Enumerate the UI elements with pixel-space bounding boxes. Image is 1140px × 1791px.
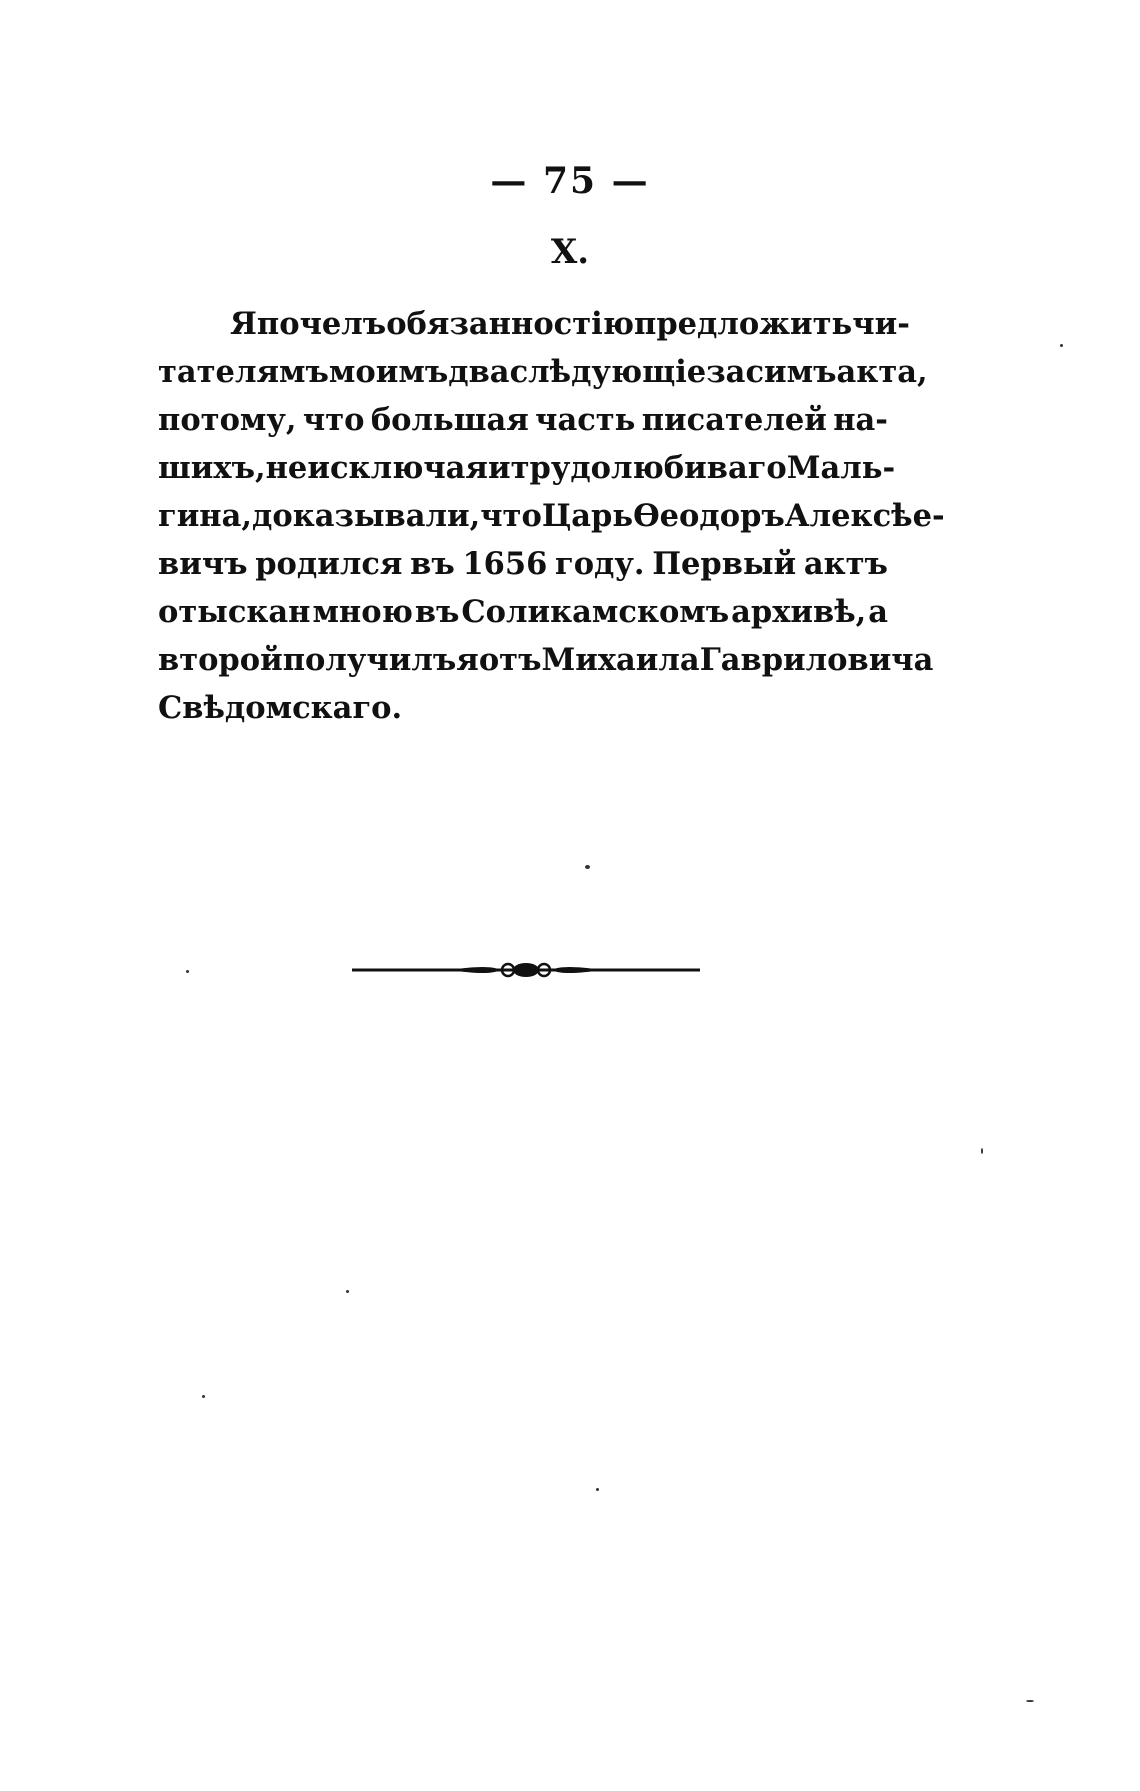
word: большая (370, 402, 529, 438)
word: въ (414, 594, 460, 630)
word: Михаила (541, 642, 700, 678)
word: въ (410, 546, 455, 582)
word: 1656 (462, 546, 548, 582)
word: гина, (158, 498, 253, 534)
word: трудолюбиваго (510, 450, 787, 486)
word: Царь (541, 498, 634, 534)
ornament-divider (350, 955, 702, 985)
word: моимъ (328, 354, 449, 390)
text-line (158, 444, 896, 492)
word: что (480, 498, 542, 534)
word: потому, (158, 402, 297, 438)
text-line (158, 684, 888, 732)
word: Ѳеодоръ (633, 498, 785, 534)
scan-speck (596, 1488, 599, 1491)
word: два (448, 354, 510, 390)
word: чи- (852, 306, 910, 342)
word: отыскан (158, 594, 311, 630)
word: акта, (836, 354, 928, 390)
section-heading: X. (550, 232, 590, 272)
word: что (302, 402, 365, 438)
word: Гавриловича (699, 642, 934, 678)
text-line (158, 396, 888, 444)
word: почелъ (256, 306, 387, 342)
text-line (158, 300, 910, 348)
scan-speck (1026, 1700, 1034, 1702)
scan-speck (202, 1395, 205, 1398)
word: шихъ, (158, 450, 266, 486)
text-line (158, 588, 888, 636)
word: мною (312, 594, 413, 630)
word: за (706, 354, 746, 390)
word: второй (158, 642, 283, 678)
word: получилъ (282, 642, 457, 678)
word: Маль- (786, 450, 896, 486)
word: актъ (803, 546, 888, 582)
scan-speck (346, 1290, 349, 1293)
scan-speck (1060, 344, 1063, 347)
text-line (158, 492, 945, 540)
word: Свѣдомскаго. (158, 690, 403, 726)
word: часть (535, 402, 636, 438)
word: доказывали, (252, 498, 481, 534)
word: вичъ (158, 546, 248, 582)
body-paragraph (158, 300, 945, 732)
word: обязанностію (386, 306, 634, 342)
word: не (265, 450, 308, 486)
scan-speck (981, 1148, 983, 1154)
text-line (158, 348, 928, 396)
word: слѣдующіе (509, 354, 707, 390)
text-line (158, 636, 934, 684)
word: я (456, 642, 479, 678)
word: Алексѣе- (784, 498, 945, 534)
word: на- (833, 402, 888, 438)
word: Соликамскомъ (461, 594, 730, 630)
word: Я (230, 306, 257, 342)
word: тателямъ (158, 354, 329, 390)
word: архивѣ, (731, 594, 867, 630)
word: и (487, 450, 511, 486)
word: отъ (478, 642, 542, 678)
scan-speck (585, 865, 590, 869)
word: Первый (652, 546, 797, 582)
word: исключая (307, 450, 488, 486)
word: симъ (745, 354, 837, 390)
word: писателей (641, 402, 827, 438)
word: родился (255, 546, 403, 582)
scan-speck (186, 970, 189, 973)
word: а (868, 594, 888, 630)
word: году. (555, 546, 645, 582)
text-line (158, 540, 888, 588)
page-number: — 75 — (490, 160, 650, 202)
word: предложить (634, 306, 853, 342)
